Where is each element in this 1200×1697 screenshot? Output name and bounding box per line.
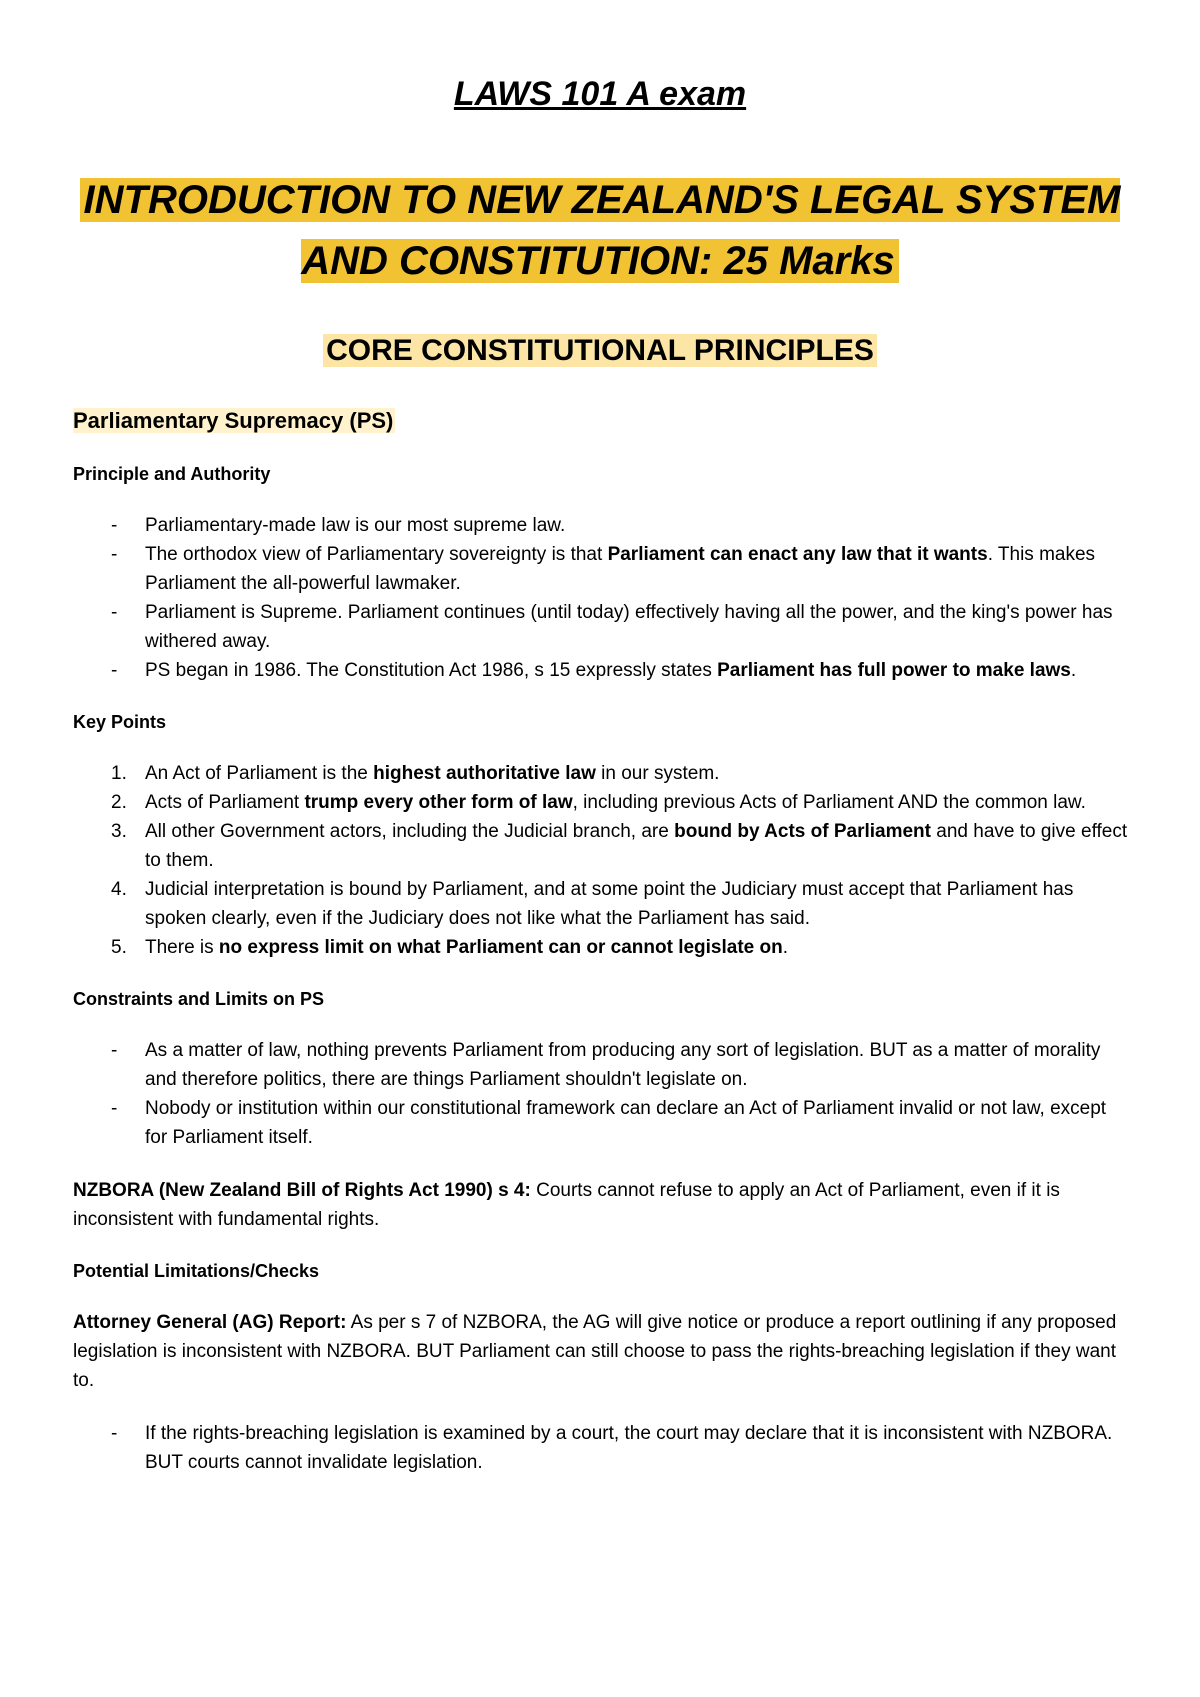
key-points-list <box>73 759 1128 962</box>
ag-report-list <box>73 1419 1128 1477</box>
list-item: - PS began in 1986. The Constitution Act 1986, s 15 expressly states Parliament has full power to make laws. <box>73 656 1128 685</box>
list-item: 4. Judicial interpretation is bound by Parliament, and at some point the Judiciary must accept that Parliament has spoken clearly, even if the Judiciary does not like what the Parliament has said. <box>73 875 1128 933</box>
nzbora-paragraph: NZBORA (New Zealand Bill of Rights Act 1990) s 4: Courts cannot refuse to apply an Act of Parliament, even if it is inconsistent with fundamental rights. <box>73 1180 1060 1230</box>
list-item: 3. All other Government actors, including the Judicial branch, are bound by Acts of Parliament and have to give effect to them. <box>73 817 1128 875</box>
principle-list <box>73 511 1128 685</box>
document-title: LAWS 101 A exam <box>453 75 747 113</box>
topic-heading-text: Parliamentary Supremacy (PS) <box>73 408 394 433</box>
key-points-heading: Key Points <box>73 712 167 732</box>
list-number: 5. <box>111 937 127 958</box>
constraints-list <box>73 1036 1128 1152</box>
document-body <box>73 405 1128 1501</box>
list-item: - Parliamentary-made law is our most supreme law. <box>73 511 1128 540</box>
sub-title-text: CORE CONSTITUTIONAL PRINCIPLES <box>323 334 877 367</box>
constraints-heading: Constraints and Limits on PS <box>73 989 325 1009</box>
list-item: 1. An Act of Parliament is the highest authoritative law in our system. <box>73 759 1128 788</box>
list-item: - Parliament is Supreme. Parliament continues (until today) effectively having all the power, and the king's power has withered away. <box>73 598 1128 656</box>
list-item: 5. There is no express limit on what Parliament can or cannot legislate on. <box>73 933 1128 962</box>
list-item: - Nobody or institution within our constitutional framework can declare an Act of Parliament invalid or not law, except for Parliament itself. <box>73 1094 1128 1152</box>
principle-heading: Principle and Authority <box>73 464 271 484</box>
list-number: 1. <box>111 763 127 784</box>
list-item: - If the rights-breaching legislation is examined by a court, the court may declare that it is inconsistent with NZBORA. BUT courts cannot invalidate legislation. <box>73 1419 1128 1477</box>
topic-heading <box>73 405 1128 437</box>
ag-report-paragraph: Attorney General (AG) Report: As per s 7 of NZBORA, the AG will give notice or produce a report outlining if any proposed legislation is inconsistent with NZBORA. BUT Parliament can still choose to pass the rights-breaching legislation if they want to. <box>73 1312 1117 1391</box>
limitations-heading: Potential Limitations/Checks <box>73 1261 320 1281</box>
list-number: 4. <box>111 879 127 900</box>
sub-title <box>0 332 1200 370</box>
section-title <box>60 170 1140 292</box>
list-item: - The orthodox view of Parliamentary sovereignty is that Parliament can enact any law that it wants. This makes Parliament the all-powerful lawmaker. <box>73 540 1128 598</box>
list-item: - As a matter of law, nothing prevents Parliament from producing any sort of legislation. BUT as a matter of morality and therefore politics, there are things Parliament shouldn't legislate on. <box>73 1036 1128 1094</box>
list-number: 3. <box>111 821 127 842</box>
section-title-text: INTRODUCTION TO NEW ZEALAND'S LEGAL SYSTEM AND CONSTITUTION: 25 Marks <box>80 178 1121 283</box>
list-item: 2. Acts of Parliament trump every other form of law, including previous Acts of Parliament AND the common law. <box>73 788 1128 817</box>
list-number: 2. <box>111 792 127 813</box>
